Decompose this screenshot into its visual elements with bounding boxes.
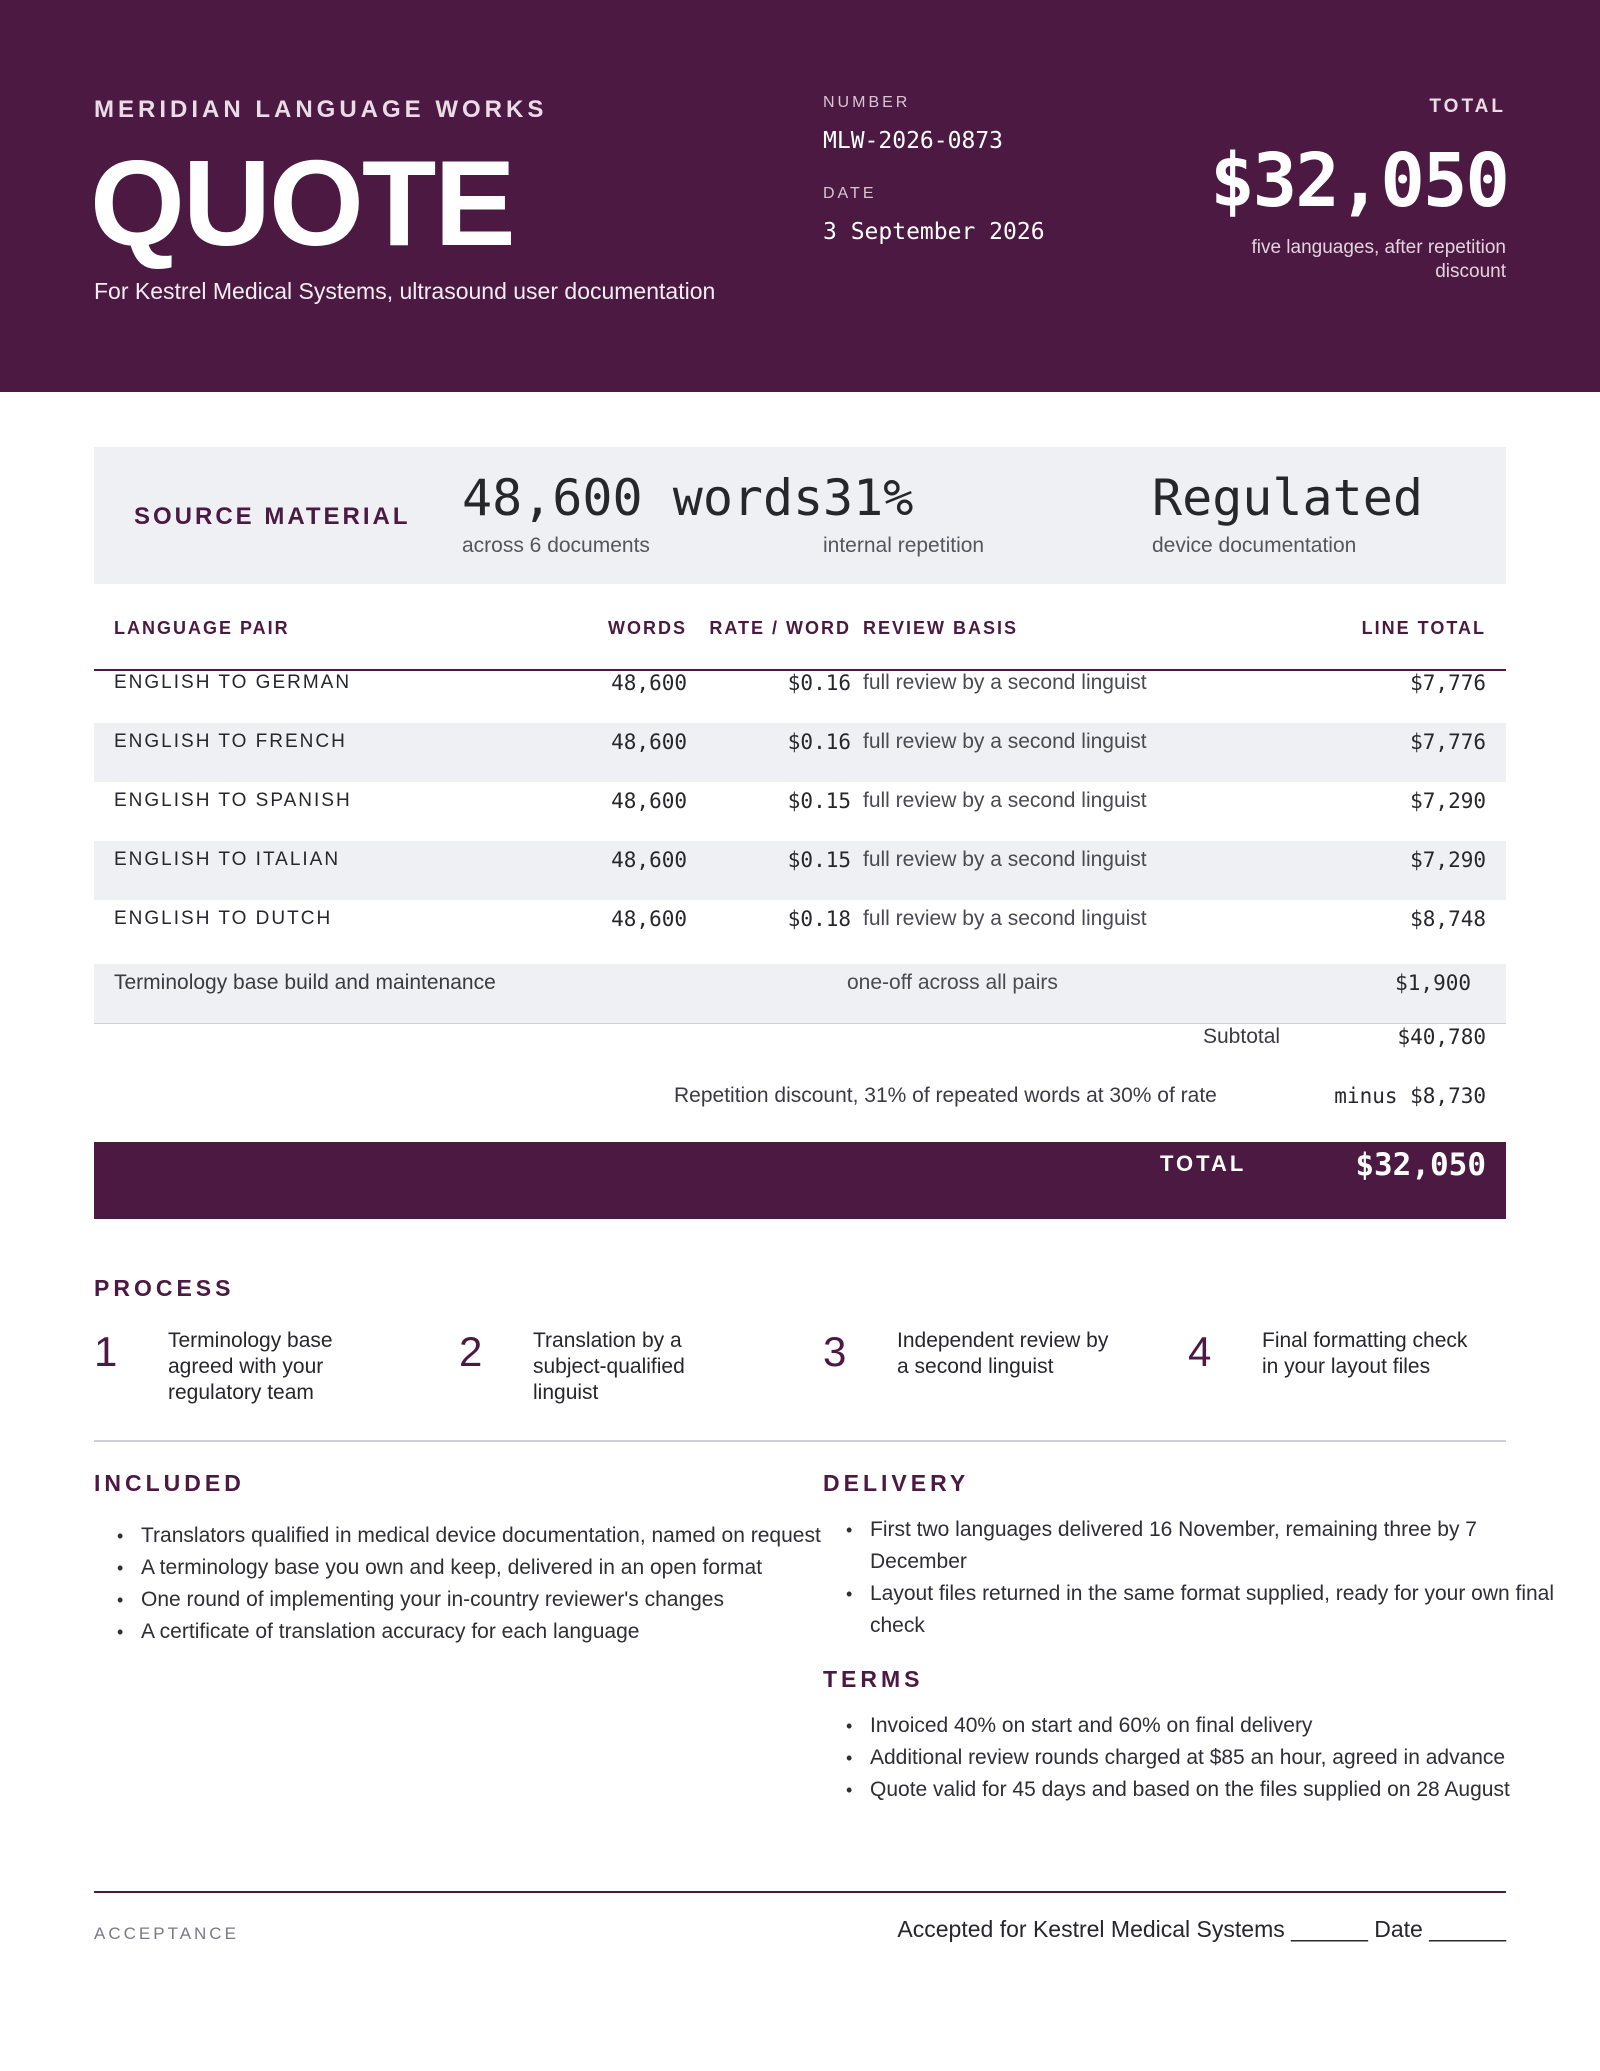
stat-word-count [462, 471, 823, 558]
header-band [0, 0, 1600, 392]
cell-words: 48,600 [611, 789, 687, 813]
process-heading: PROCESS [94, 1275, 235, 1301]
terminology-basis: one-off across all pairs [847, 971, 1058, 994]
table-row [94, 664, 1506, 723]
cell-line-total: $8,748 [1410, 907, 1486, 931]
stat-caption: device documentation [1152, 534, 1357, 557]
cell-review-basis: full review by a second linguist [863, 671, 1147, 694]
cell-words: 48,600 [611, 907, 687, 931]
cell-line-total: $7,290 [1410, 789, 1486, 813]
cell-review-basis: full review by a second linguist [863, 789, 1147, 812]
delivery-list [823, 1514, 1555, 1642]
cell-language-pair: ENGLISH TO SPANISH [114, 790, 352, 811]
cell-language-pair: ENGLISH TO FRENCH [114, 731, 347, 752]
header-total-note: five languages, after repetition discount [1251, 237, 1506, 282]
included-list [94, 1520, 851, 1648]
terms-heading: TERMS [823, 1666, 924, 1692]
terminology-total: $1,900 [1395, 971, 1471, 995]
process-step [459, 1328, 789, 1408]
table-row [94, 900, 1506, 959]
cell-line-total: $7,776 [1410, 730, 1486, 754]
list-item: • Layout files returned in the same format supplied, ready for your own final check [870, 1578, 1555, 1642]
list-item: • A certificate of translation accuracy for each language [141, 1616, 851, 1648]
cell-review-basis: full review by a second linguist [863, 730, 1147, 753]
subtotal-label: Subtotal [1203, 1025, 1281, 1048]
step-number: 1 [94, 1328, 118, 1375]
section-divider [94, 1440, 1506, 1442]
cell-line-total: $7,290 [1410, 848, 1486, 872]
table-row [94, 782, 1506, 841]
company-name: MERIDIAN LANGUAGE WORKS [94, 96, 548, 123]
cell-language-pair: ENGLISH TO ITALIAN [114, 849, 341, 870]
cell-line-total: $7,776 [1410, 671, 1486, 695]
cell-language-pair: ENGLISH TO GERMAN [114, 672, 352, 693]
stat-value: 48,600 words [462, 469, 824, 527]
total-label: TOTAL [1160, 1151, 1247, 1176]
list-item: • Invoiced 40% on start and 60% on final delivery [870, 1710, 1555, 1742]
stat-regulated [1152, 471, 1423, 558]
list-item: • First two languages delivered 16 November, remaining three by 7 December [870, 1514, 1555, 1578]
cell-review-basis: full review by a second linguist [863, 907, 1147, 930]
cell-rate: $0.15 [787, 789, 851, 813]
included-heading: INCLUDED [94, 1470, 245, 1496]
list-item: • Additional review rounds charged at $85 an hour, agreed in advance [870, 1742, 1555, 1774]
document-subtitle: For Kestrel Medical Systems, ultrasound user documentation [94, 278, 716, 304]
column-header-words: WORDS [608, 618, 687, 638]
column-header-review-basis: REVIEW BASIS [863, 618, 1019, 638]
terms-list [823, 1710, 1555, 1806]
list-item: • Translators qualified in medical device documentation, named on request [141, 1520, 851, 1552]
header-total-label: TOTAL [1429, 96, 1506, 117]
column-header-language-pair: LANGUAGE PAIR [114, 618, 290, 638]
quote-date: 3 September 2026 [823, 219, 1045, 245]
cell-language-pair: ENGLISH TO DUTCH [114, 908, 333, 929]
cell-words: 48,600 [611, 671, 687, 695]
source-material-panel [94, 447, 1506, 584]
stat-value: 31% [823, 469, 914, 527]
list-item: • A terminology base you own and keep, delivered in an open format [141, 1552, 851, 1584]
step-number: 2 [459, 1328, 483, 1375]
terminology-description: Terminology base build and maintenance [114, 971, 496, 994]
list-item: • Quote valid for 45 days and based on the files supplied on 28 August [870, 1774, 1555, 1806]
table-row [94, 723, 1506, 782]
cell-rate: $0.16 [787, 671, 851, 695]
subtotal-value: $40,780 [1397, 1025, 1486, 1049]
stat-repetition [823, 471, 984, 558]
stat-value: Regulated [1152, 469, 1423, 527]
document-title: QUOTE [90, 135, 514, 271]
header-total-value: $32,050 [1210, 138, 1508, 224]
quote-date-label: DATE [823, 185, 877, 202]
process-step [94, 1328, 424, 1408]
process-step [1188, 1328, 1518, 1408]
cell-rate: $0.16 [787, 730, 851, 754]
step-text: Final formatting check in your layout files [1262, 1329, 1468, 1378]
table-row [94, 841, 1506, 900]
discount-value: minus $8,730 [1334, 1084, 1486, 1108]
cell-words: 48,600 [611, 848, 687, 872]
acceptance-label: ACCEPTANCE [94, 1924, 239, 1943]
list-item: • One round of implementing your in-country reviewer's changes [141, 1584, 851, 1616]
quote-number-label: NUMBER [823, 94, 911, 111]
stat-caption: across 6 documents [462, 534, 650, 557]
discount-label: Repetition discount, 31% of repeated words at 30% of rate [674, 1084, 1217, 1107]
total-bar [94, 1142, 1506, 1219]
step-number: 3 [823, 1328, 847, 1375]
total-value: $32,050 [1355, 1147, 1486, 1183]
table-header [94, 610, 1506, 671]
step-text: Independent review by a second linguist [897, 1329, 1109, 1378]
delivery-heading: DELIVERY [823, 1470, 970, 1496]
column-header-rate: RATE / WORD [709, 618, 851, 638]
quote-number: MLW-2026-0873 [823, 128, 1004, 154]
stat-caption: internal repetition [823, 534, 985, 557]
acceptance-signature-line: Accepted for Kestrel Medical Systems ______ Date ______ [897, 1916, 1506, 1942]
step-text: Terminology base agreed with your regulatory team [168, 1329, 333, 1404]
column-header-line-total: LINE TOTAL [1361, 618, 1486, 638]
acceptance-rule [94, 1891, 1506, 1893]
cell-rate: $0.15 [787, 848, 851, 872]
process-step [823, 1328, 1153, 1408]
cell-words: 48,600 [611, 730, 687, 754]
terminology-row [94, 964, 1506, 1024]
cell-rate: $0.18 [787, 907, 851, 931]
step-number: 4 [1188, 1328, 1212, 1375]
step-text: Translation by a subject-qualified linguist [533, 1329, 685, 1404]
source-material-label: SOURCE MATERIAL [134, 503, 411, 530]
cell-review-basis: full review by a second linguist [863, 848, 1147, 871]
